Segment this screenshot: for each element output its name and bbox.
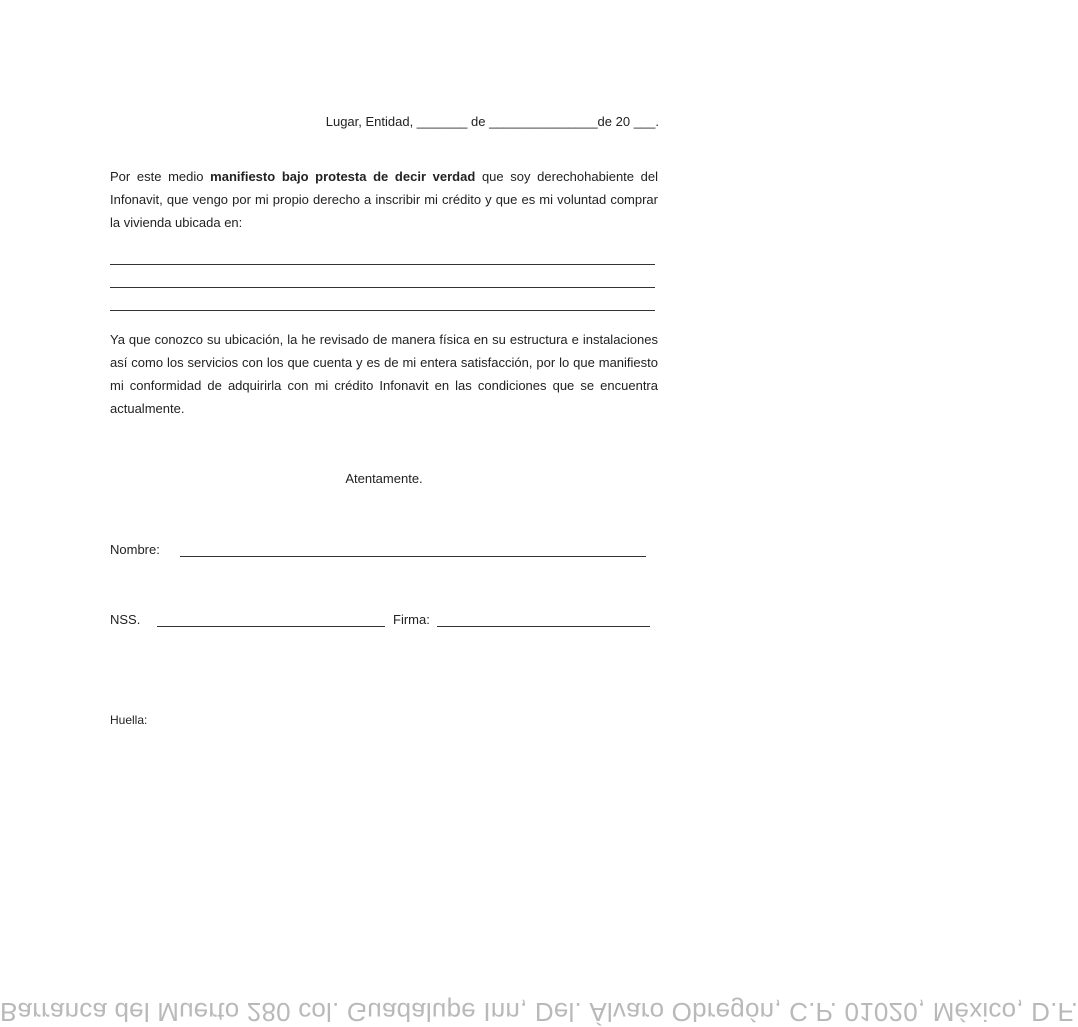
address-line-3 [110,310,655,311]
declaration-text-start: Por este medio [110,169,211,184]
nombre-label: Nombre: [110,542,160,557]
nss-blank-line [157,626,385,627]
firma-label: Firma: [393,612,430,627]
nombre-blank-line [180,556,646,557]
place-date-line: Lugar, Entidad, _______ de _______________de 20 ___. [325,114,659,129]
firma-blank-line [437,626,650,627]
declaration-bold-text: manifiesto bajo protesta de decir verdad [210,169,476,184]
huella-label: Huella: [110,713,148,727]
declaration-paragraph [110,165,658,234]
nss-label: NSS. [110,612,141,627]
conformity-paragraph: Ya que conozco su ubicación, la he revisado de manera física en su estructura e instalaciones así como los servicios con los que cuenta y es de mi entera satisfacción, por lo que manifiesto mi conformidad de adquirirla con mi crédito Infonavit en las condiciones que se encuentra actualmente. [110,332,658,416]
address-line-2 [110,287,655,288]
address-line-1 [110,264,655,265]
closing-text: Atentamente. [345,471,423,486]
declaration-text-end: que soy derechohabiente del Infonavit, que vengo por mi propio derecho a inscribir mi crédito y que es mi voluntad comprar la vivienda ubicada en: [110,169,659,230]
footer-address: Barranca del Muerto 280 col. Guadalupe Inn, Del. Álvaro Obregón, C.P. 01020, México, D.F. [0,997,1078,1027]
